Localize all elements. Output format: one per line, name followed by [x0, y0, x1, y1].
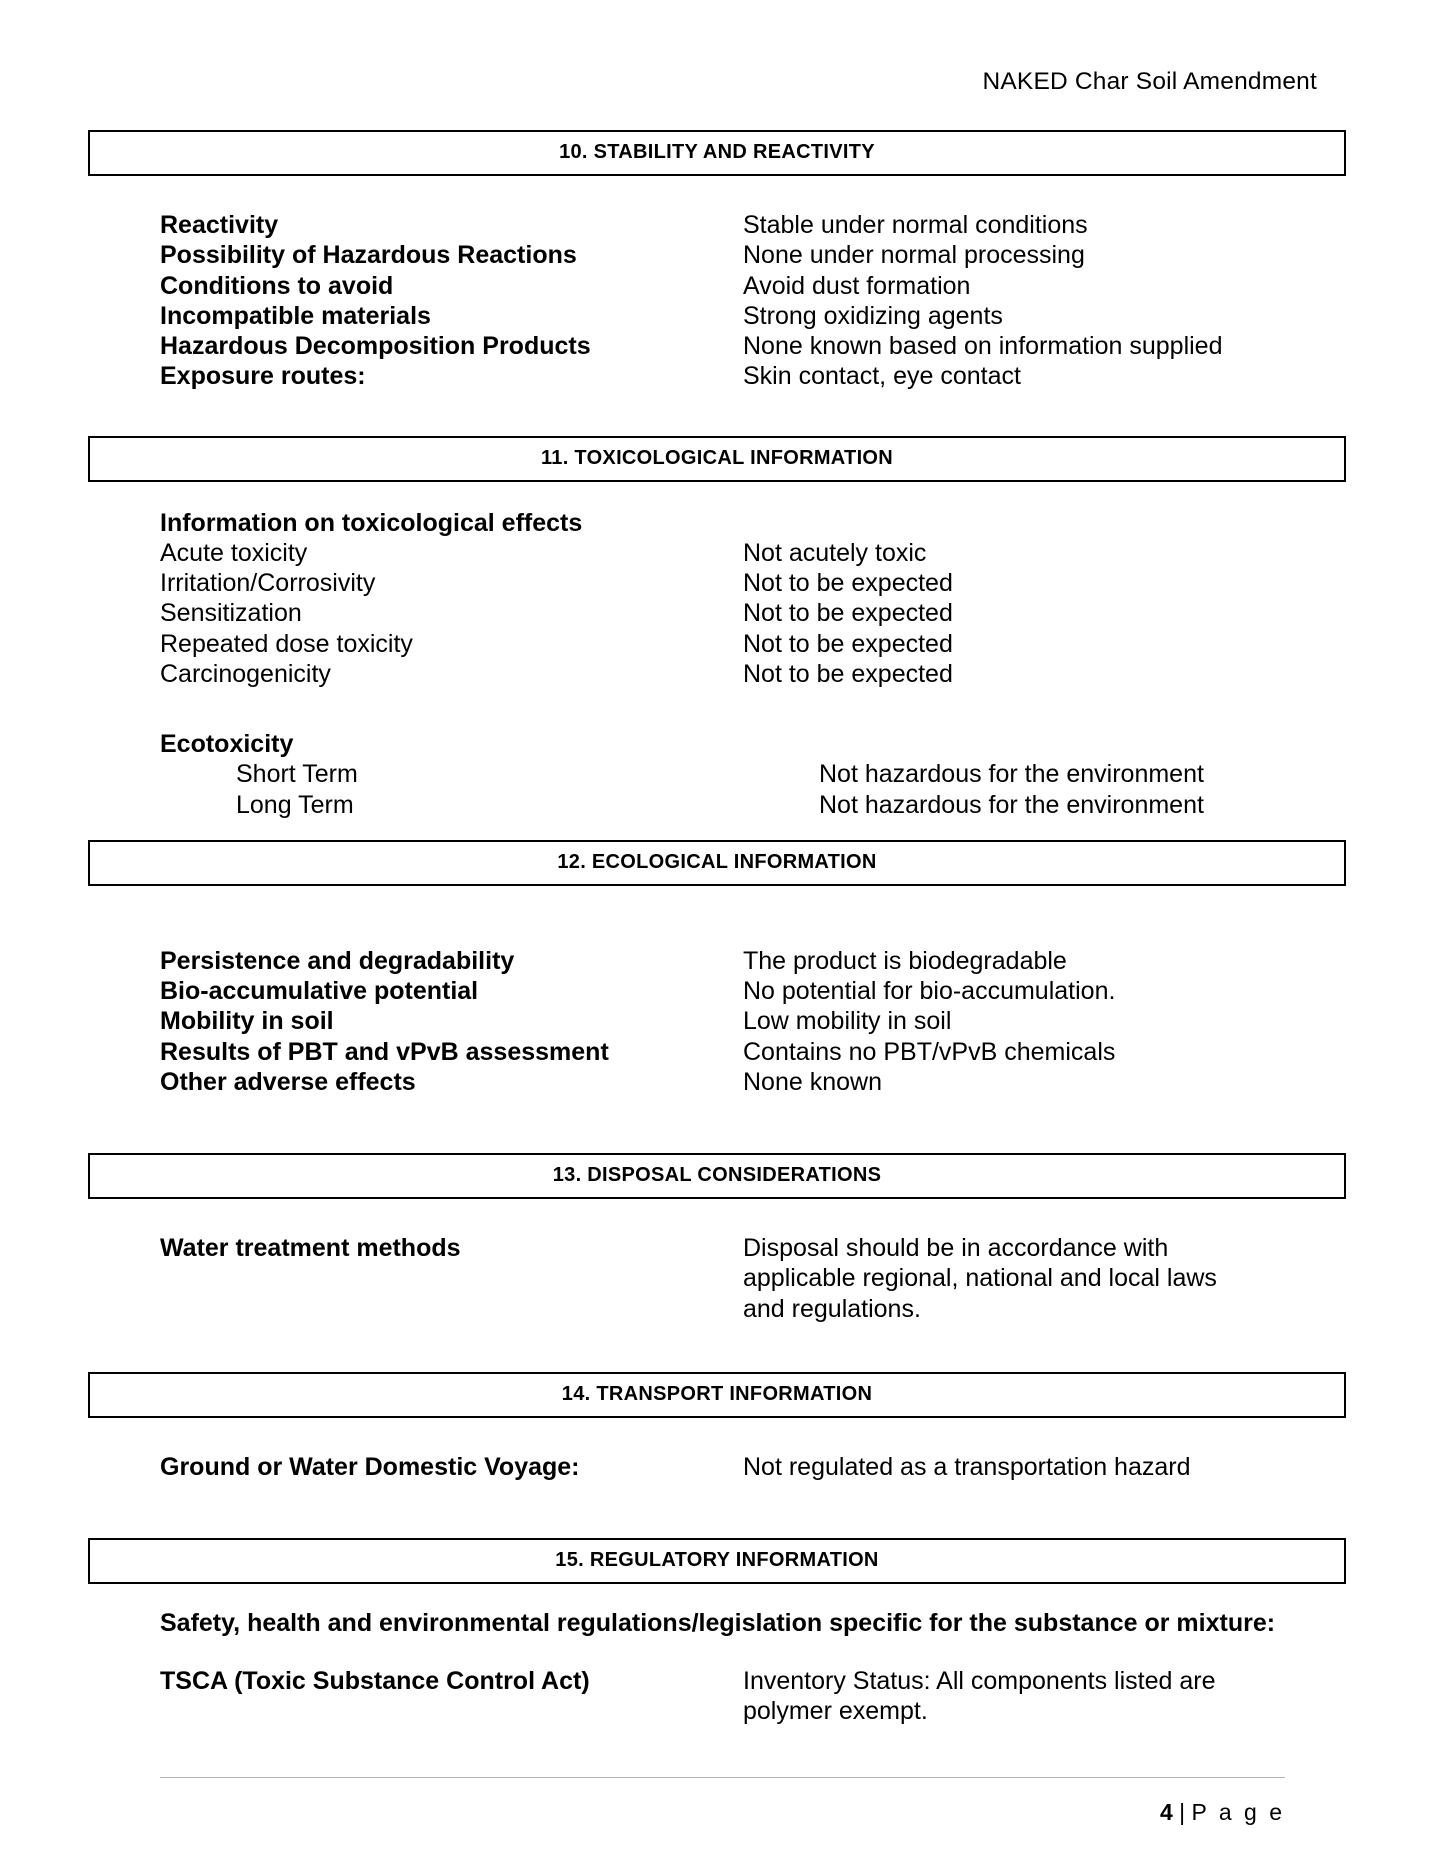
spec-row: [160, 301, 1338, 331]
spec-row: [160, 1666, 1338, 1727]
spec-row: [160, 946, 1338, 976]
spec-label: Possibility of Hazardous Reactions: [160, 241, 577, 270]
spec-row: [160, 240, 1338, 270]
spec-row: [160, 759, 1338, 789]
spec-label: Repeated dose toxicity: [160, 629, 413, 658]
spec-value: Not to be expected: [743, 599, 953, 628]
spec-row: [160, 538, 1338, 568]
spec-label: Other adverse effects: [160, 1067, 416, 1096]
section-rows-transport-information: [88, 1452, 1346, 1482]
spec-label: Water treatment methods: [160, 1234, 461, 1262]
spec-label: Results of PBT and vPvB assessment: [160, 1037, 609, 1066]
subsection-heading-ecotoxicity: Ecotoxicity: [160, 730, 294, 758]
spec-value: Not acutely toxic: [743, 538, 927, 567]
spec-value: Stable under normal conditions: [743, 211, 1088, 239]
spec-label: Exposure routes:: [160, 362, 366, 391]
spec-row: [160, 1233, 1338, 1324]
spec-label: Persistence and degradability: [160, 946, 515, 975]
document-body: [88, 130, 1346, 1726]
spec-value: None known: [743, 1067, 882, 1096]
spec-value: Not regulated as a transportation hazard: [743, 1452, 1191, 1481]
spec-value: Not to be expected: [743, 659, 953, 688]
spec-value: Not hazardous for the environment: [819, 760, 1204, 789]
section-rows-regulatory-information: [88, 1608, 1346, 1726]
spec-label: Hazardous Decomposition Products: [160, 332, 591, 360]
section-header-ecological-information: 12. ECOLOGICAL INFORMATION: [88, 840, 1346, 886]
spec-label: Ground or Water Domestic Voyage:: [160, 1452, 580, 1481]
spec-row: [160, 1037, 1338, 1067]
spec-value: No potential for bio-accumulation.: [743, 977, 1116, 1005]
spec-value-line: Disposal should be in accordance with: [743, 1234, 1169, 1262]
spec-row: [160, 976, 1338, 1006]
spec-row: [160, 210, 1338, 240]
section-rows-stability-and-reactivity: [88, 210, 1346, 392]
footer-separator: |: [1179, 1799, 1186, 1825]
spec-value: Skin contact, eye contact: [743, 362, 1021, 391]
spec-label: Acute toxicity: [160, 538, 308, 567]
section-header-transport-information: 14. TRANSPORT INFORMATION: [88, 1372, 1346, 1418]
section-rows-toxicological-information: [88, 508, 1346, 820]
subsection-heading: Information on toxicological effects: [160, 508, 583, 537]
spec-row: [160, 1067, 1338, 1097]
spec-value-line: Inventory Status: All components listed are: [743, 1666, 1216, 1695]
spec-value: Low mobility in soil: [743, 1007, 952, 1036]
section-rows-disposal-considerations: [88, 1233, 1346, 1324]
spec-row: [160, 1006, 1338, 1036]
section-header-toxicological-information: 11. TOXICOLOGICAL INFORMATION: [88, 436, 1346, 482]
spec-label: Irritation/Corrosivity: [160, 569, 376, 597]
spec-row: [160, 361, 1338, 391]
spec-row: [160, 598, 1338, 628]
regulatory-statement: Safety, health and environmental regulations/legislation specific for the substance or mixture:: [160, 1609, 1276, 1637]
spec-row: [160, 790, 1338, 820]
spec-row: [160, 568, 1338, 598]
spec-value: Not to be expected: [743, 629, 953, 658]
spec-value-line: polymer exempt.: [743, 1696, 928, 1725]
page-header-title: NAKED Char Soil Amendment: [982, 68, 1317, 95]
spec-value: The product is biodegradable: [743, 946, 1067, 975]
spec-label: Conditions to avoid: [160, 271, 394, 300]
spec-value: None under normal processing: [743, 241, 1085, 270]
spec-value: None known based on information supplied: [743, 332, 1223, 360]
spec-value: Avoid dust formation: [743, 271, 971, 300]
spec-value: [743, 1233, 1338, 1324]
section-header-regulatory-information: 15. REGULATORY INFORMATION: [88, 1538, 1346, 1584]
page-footer: [1160, 1799, 1285, 1826]
spec-value: Not hazardous for the environment: [819, 790, 1204, 819]
spec-row: [160, 271, 1338, 301]
spec-value: Strong oxidizing agents: [743, 301, 1003, 330]
spec-label: Reactivity: [160, 211, 279, 239]
spec-label: Incompatible materials: [160, 301, 431, 330]
spec-label: Short Term: [236, 760, 358, 789]
spec-value-line: and regulations.: [743, 1294, 921, 1323]
section-rows-ecological-information: [88, 946, 1346, 1097]
spec-label: Sensitization: [160, 599, 302, 628]
section-header-disposal-considerations: 13. DISPOSAL CONSIDERATIONS: [88, 1153, 1346, 1199]
spec-label: Mobility in soil: [160, 1007, 334, 1036]
spec-value: Not to be expected: [743, 569, 953, 597]
spec-row: [160, 331, 1338, 361]
spec-value-line: applicable regional, national and local laws: [743, 1264, 1217, 1293]
section-header-stability-and-reactivity: 10. STABILITY AND REACTIVITY: [88, 130, 1346, 176]
spec-value: [743, 1666, 1338, 1727]
spec-label: Long Term: [236, 790, 354, 819]
spec-row: [160, 659, 1338, 689]
spec-row: [160, 629, 1338, 659]
spec-label: Bio-accumulative potential: [160, 977, 479, 1005]
footer-page-word: P a g e: [1191, 1799, 1285, 1825]
spec-label: Carcinogenicity: [160, 659, 331, 688]
footer-page-number: 4: [1159, 1799, 1173, 1825]
spec-row: [160, 1452, 1338, 1482]
spec-value: Contains no PBT/vPvB chemicals: [743, 1037, 1116, 1066]
footer-divider: [160, 1777, 1285, 1778]
spec-label: TSCA (Toxic Substance Control Act): [160, 1666, 590, 1695]
